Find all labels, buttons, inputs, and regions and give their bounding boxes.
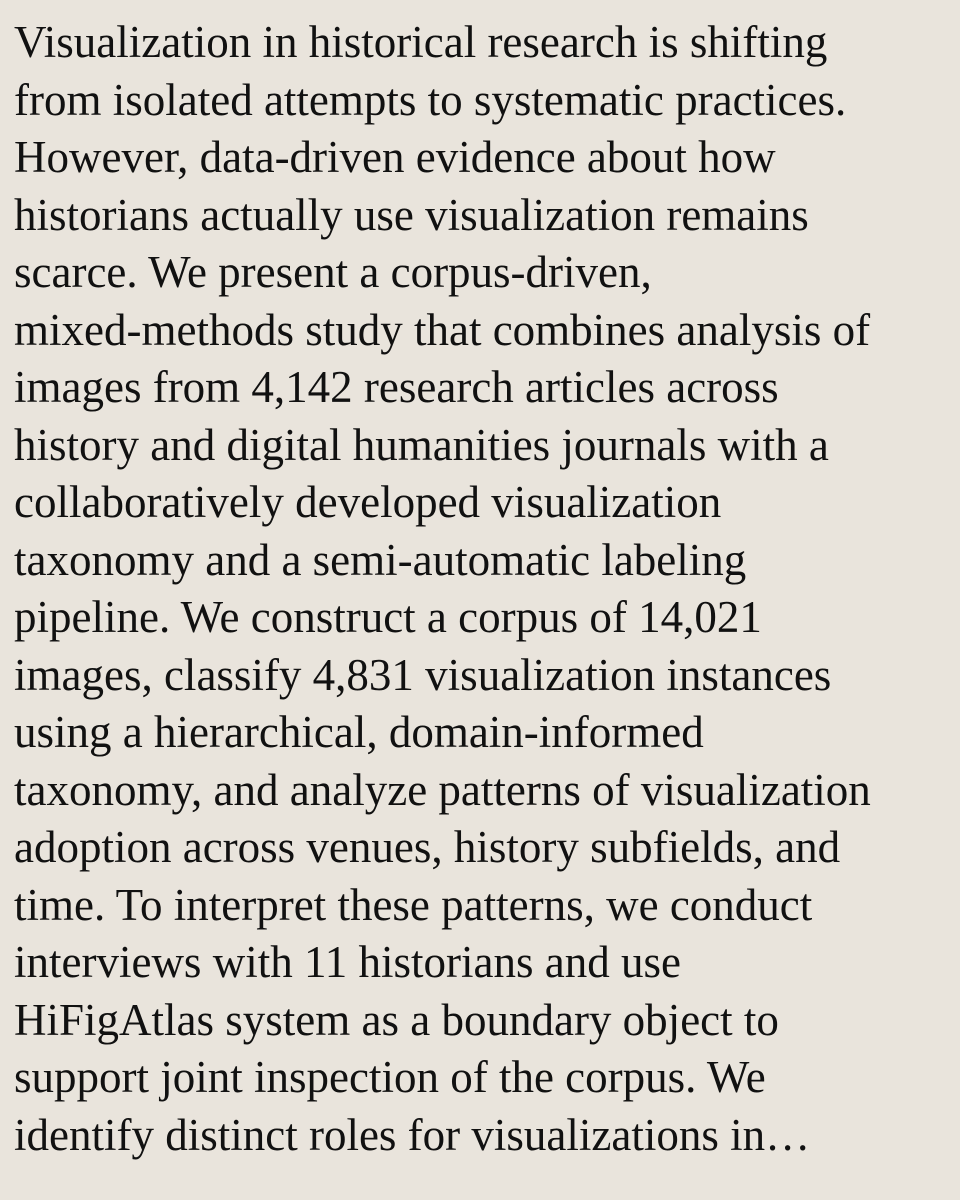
abstract-line: time. To interpret these patterns, we conduct bbox=[14, 879, 813, 930]
abstract-line: adoption across venues, history subfields, and bbox=[14, 822, 841, 872]
abstract-line: However, data-driven evidence about how bbox=[14, 132, 776, 182]
abstract-line: taxonomy, and analyze patterns of visualization bbox=[14, 764, 871, 815]
abstract-line: history and digital humanities journals with a bbox=[14, 419, 829, 470]
abstract-line: using a hierarchical, domain-informed bbox=[14, 707, 704, 757]
abstract-line: pipeline. We construct a corpus of 14,021 bbox=[14, 592, 762, 642]
abstract-line: identify distinct roles for visualizations in… bbox=[14, 1109, 811, 1160]
abstract-line: support joint inspection of the corpus. We bbox=[14, 1052, 766, 1102]
abstract-line: historians actually use visualization remains bbox=[14, 189, 809, 240]
abstract-line: Visualization in historical research is shifting bbox=[14, 17, 828, 67]
abstract-line: images from 4,142 research articles across bbox=[14, 362, 779, 412]
abstract-line: from isolated attempts to systematic practices. bbox=[14, 74, 847, 125]
abstract-line: collaboratively developed visualization bbox=[14, 477, 722, 527]
abstract-text bbox=[14, 14, 944, 1164]
abstract-line: interviews with 11 historians and use bbox=[14, 937, 681, 987]
abstract-line: mixed-methods study that combines analysis of bbox=[14, 304, 871, 355]
abstract-line: HiFigAtlas system as a boundary object to bbox=[14, 994, 779, 1045]
abstract-line: scarce. We present a corpus-driven, bbox=[14, 247, 652, 297]
abstract-line: taxonomy and a semi-automatic labeling bbox=[14, 534, 747, 585]
abstract-line: images, classify 4,831 visualization instances bbox=[14, 649, 832, 700]
